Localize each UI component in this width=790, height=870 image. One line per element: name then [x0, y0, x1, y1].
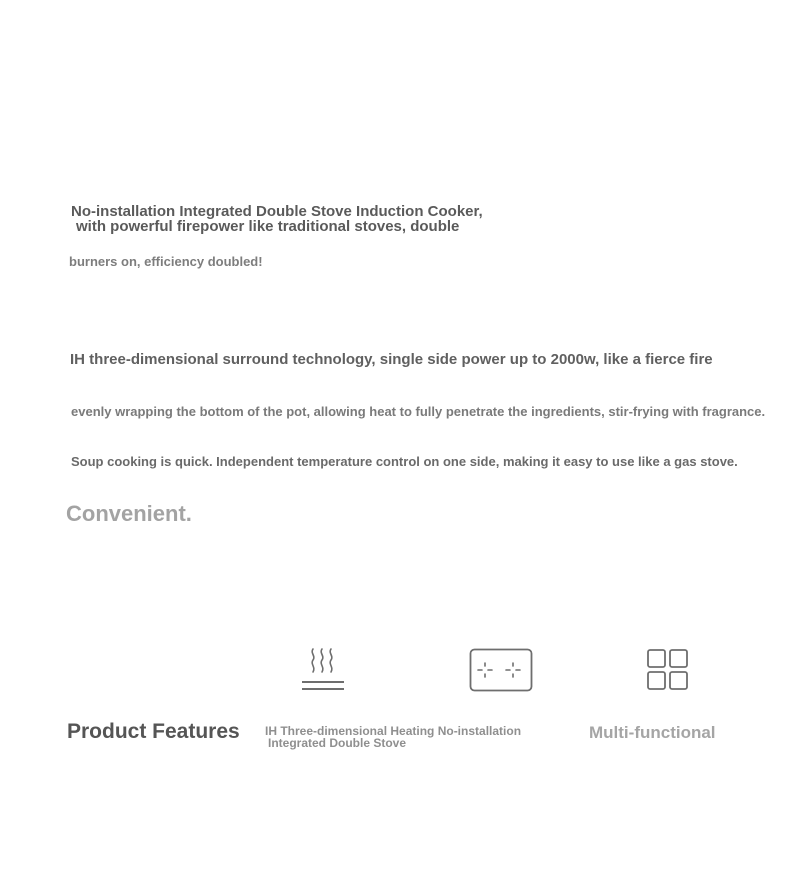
double-stove-icon [469, 648, 533, 692]
feature-label-multi-functional: Multi-functional [589, 723, 716, 742]
technology-line-4: Convenient. [66, 501, 192, 526]
feature-label-heating [265, 725, 521, 749]
technology-line-3: Soup cooking is quick. Independent temperature control on one side, making it easy to use like a gas stove. [71, 454, 738, 469]
technology-line-2: evenly wrapping the bottom of the pot, allowing heat to fully penetrate the ingredients, stir-frying with fragrance. [71, 404, 766, 419]
intro-line-1: No-installation Integrated Double Stove Induction Cooker, [71, 203, 483, 220]
technology-line-1: IH three-dimensional surround technology, single side power up to 2000w, like a fierce fire [70, 351, 713, 368]
intro-line-3: burners on, efficiency doubled! [69, 254, 263, 269]
steam-heat-icon [300, 647, 346, 693]
grid-icon [646, 648, 690, 692]
intro-line-2: with powerful firepower like traditional stoves, double [76, 218, 460, 235]
feature-label-heating-line-1: IH Three-dimensional Heating No-installation [265, 724, 522, 738]
product-features-title: Product Features [67, 720, 240, 743]
feature-label-heating-line-2: Integrated Double Stove [268, 736, 407, 750]
